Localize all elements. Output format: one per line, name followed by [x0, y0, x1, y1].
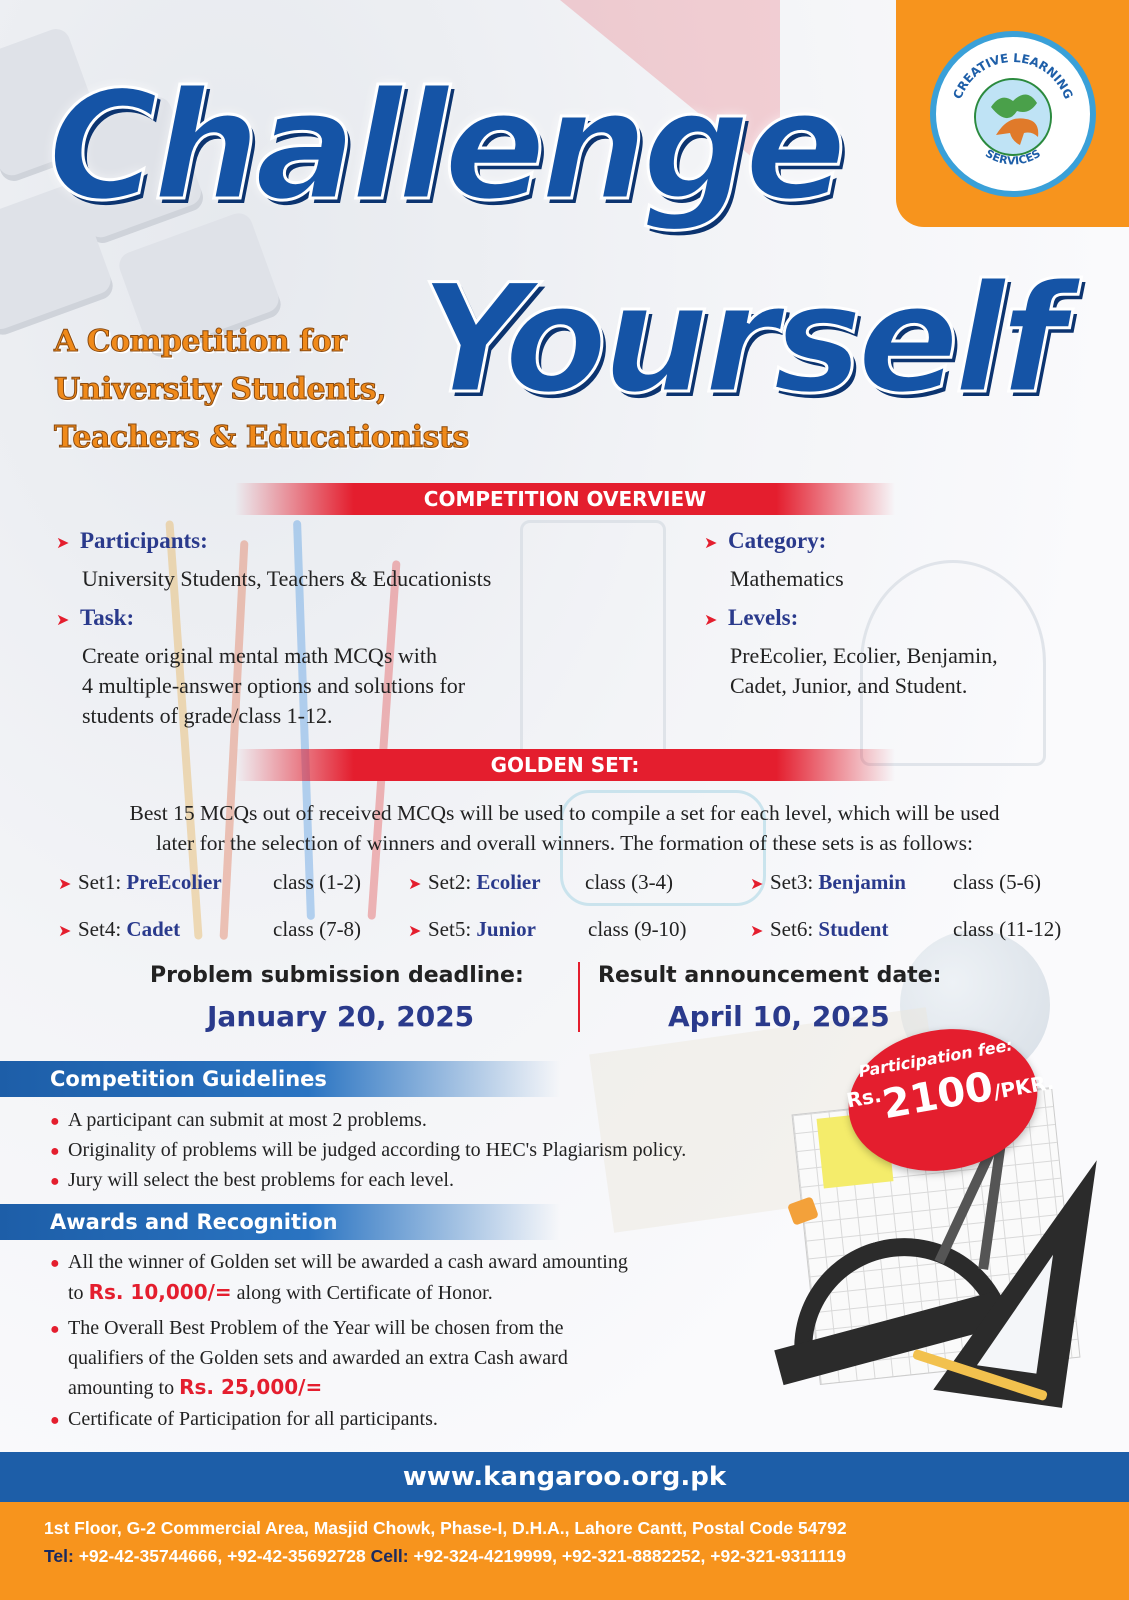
- set-prefix: Set6:: [770, 917, 814, 941]
- date-divider: [578, 962, 580, 1032]
- logo-bottom-text: SERVICES: [982, 146, 1043, 168]
- golden-desc-line: Best 15 MCQs out of received MCQs will be used to compile a set for each level, which will be used: [129, 801, 1000, 825]
- result-label: Result announcement date:: [598, 963, 942, 988]
- set-name: Junior: [476, 917, 536, 941]
- guideline-item: ● A participant can submit at most 2 problems.: [50, 1109, 427, 1131]
- set-name: Cadet: [126, 917, 181, 941]
- award-text: along with Certificate of Honor.: [236, 1282, 493, 1304]
- award-item: ● Certificate of Participation for all participants.: [50, 1408, 438, 1430]
- guideline-item: ● Jury will select the best problems for each level.: [50, 1169, 454, 1191]
- task-line: 4 multiple-answer options and solutions for: [82, 673, 466, 698]
- tel-numbers: +92-42-35744666, +92-42-35692728: [78, 1546, 366, 1566]
- award-text: The Overall Best Problem of the Year will be chosen from the: [68, 1317, 564, 1339]
- set-name: PreEcolier: [126, 870, 222, 894]
- task-block: [56, 605, 465, 731]
- golden-desc-line: later for the selection of winners and overall winners. The formation of these sets is as follows:: [156, 831, 973, 855]
- award-text: All the winner of Golden set will be awarded a cash award amounting: [68, 1251, 628, 1273]
- subtitle-line: University Students,: [54, 372, 387, 407]
- arrow-icon: ➤: [56, 610, 70, 629]
- levels-line: Cadet, Junior, and Student.: [730, 673, 968, 698]
- set-prefix: Set4:: [78, 917, 122, 941]
- golden-set-description: [0, 798, 1129, 858]
- arrow-icon: ➤: [704, 610, 718, 629]
- award-text: to: [68, 1282, 84, 1304]
- subtitle: [54, 318, 469, 462]
- participants-block: [56, 528, 491, 594]
- set-class: class (5-6): [953, 870, 1042, 894]
- creative-learning-logo: [930, 31, 1096, 197]
- golden-set-banner: GOLDEN SET:: [235, 749, 895, 781]
- participants-value: University Students, Teachers & Educationists: [82, 566, 492, 591]
- set-class: class (7-8): [273, 917, 362, 941]
- result-value: April 10, 2025: [668, 1000, 890, 1033]
- award-item: ● All the winner of Golden set will be awarded a cash award amounting to Rs. 10,000/= along with Certificate of Honor.: [50, 1251, 628, 1304]
- fee-amount: 2100: [878, 1063, 997, 1129]
- set-name: Benjamin: [818, 870, 906, 894]
- footer: [0, 1502, 1129, 1600]
- logo-panel: [896, 0, 1129, 227]
- set-prefix: Set3:: [770, 870, 814, 894]
- award-text: qualifiers of the Golden sets and awarded an extra Cash award: [68, 1347, 568, 1369]
- set-prefix: Set5:: [428, 917, 472, 941]
- set-class: class (1-2): [273, 870, 362, 894]
- subtitle-line: A Competition for: [54, 324, 347, 359]
- award-amount: Rs. 10,000/=: [88, 1280, 232, 1304]
- set-class: class (3-4): [585, 870, 674, 894]
- set-class: class (11-12): [953, 917, 1062, 941]
- set-item: ➤ Set5: Junior: [408, 917, 536, 941]
- set-class: class (9-10): [588, 917, 687, 941]
- set-name: Ecolier: [476, 870, 541, 894]
- set-item: ➤ Set6: Student: [750, 917, 889, 941]
- title-line-1: Challenge: [48, 60, 842, 234]
- award-amount: Rs. 25,000/=: [179, 1375, 323, 1399]
- arrow-icon: ➤: [704, 533, 718, 552]
- overview-banner: COMPETITION OVERVIEW: [235, 483, 895, 515]
- participants-label: Participants:: [80, 528, 208, 553]
- fee-label: Participation fee:: [857, 1035, 1015, 1082]
- deadline-value: January 20, 2025: [207, 1000, 475, 1033]
- deadline-label: Problem submission deadline:: [150, 963, 524, 988]
- set-item: ➤ Set3: Benjamin: [750, 870, 906, 894]
- awards-heading: Awards and Recognition: [0, 1204, 560, 1240]
- award-item: ● The Overall Best Problem of the Year will be chosen from the qualifiers of the Golden sets and awarded an extra Cash award amounting to Rs. 25,000/=: [50, 1317, 568, 1399]
- cell-numbers: +92-324-4219999, +92-321-8882252, +92-321-9311119: [413, 1546, 847, 1566]
- set-name: Student: [818, 917, 889, 941]
- category-block: [704, 528, 844, 594]
- footer-address: 1st Floor, G-2 Commercial Area, Masjid Chowk, Phase-I, D.H.A., Lahore Cantt, Postal Code 54792: [44, 1518, 847, 1538]
- category-label: Category:: [728, 528, 827, 553]
- set-item: ➤ Set2: Ecolier: [408, 870, 541, 894]
- task-line: Create original mental math MCQs with: [82, 643, 437, 668]
- guideline-text: Originality of problems will be judged according to HEC's Plagiarism policy.: [68, 1139, 687, 1161]
- logo-top-text: CREATIVE LEARNING: [949, 50, 1076, 101]
- category-value: Mathematics: [730, 566, 844, 591]
- award-text: amounting to: [68, 1377, 175, 1399]
- levels-line: PreEcolier, Ecolier, Benjamin,: [730, 643, 998, 668]
- set-item: ➤ Set1: PreEcolier: [58, 870, 222, 894]
- set-prefix: Set1:: [78, 870, 122, 894]
- guidelines-heading: Competition Guidelines: [0, 1061, 560, 1097]
- set-item: ➤ Set4: Cadet: [58, 917, 181, 941]
- cell-label: Cell:: [370, 1546, 409, 1566]
- guideline-item: ● Originality of problems will be judged according to HEC's Plagiarism policy.: [50, 1139, 687, 1161]
- task-line: students of grade/class 1-12.: [82, 703, 333, 728]
- task-label: Task:: [80, 605, 135, 630]
- guideline-text: Jury will select the best problems for each level.: [68, 1169, 454, 1191]
- footer-contacts: [44, 1546, 846, 1567]
- fee-currency: /PKR.: [991, 1069, 1056, 1104]
- guideline-text: A participant can submit at most 2 problems.: [68, 1109, 427, 1131]
- tel-label: Tel:: [44, 1546, 74, 1566]
- set-prefix: Set2:: [428, 870, 472, 894]
- fee-prefix: Rs.: [844, 1082, 884, 1113]
- title-line-2: Yourself: [420, 253, 1061, 427]
- arrow-icon: ➤: [56, 533, 70, 552]
- subtitle-line: Teachers & Educationists: [54, 420, 469, 455]
- website-link[interactable]: www.kangaroo.org.pk: [0, 1452, 1129, 1502]
- award-text: Certificate of Participation for all participants.: [68, 1408, 438, 1430]
- levels-label: Levels:: [728, 605, 799, 630]
- levels-block: [704, 605, 998, 701]
